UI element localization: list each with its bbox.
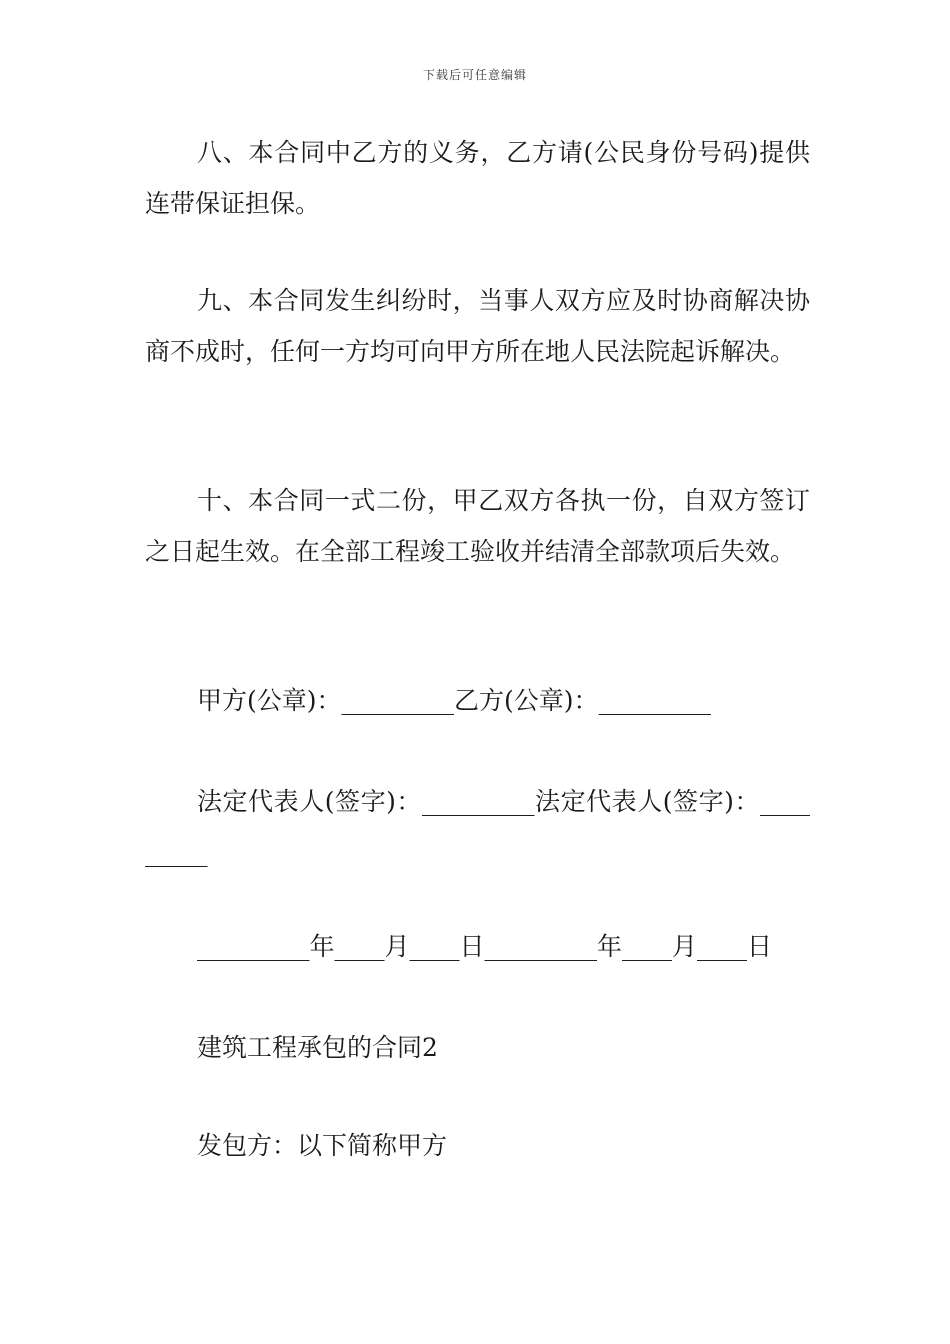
- clause-10: 十、本合同一式二份，甲乙双方各执一份，自双方签订之日起生效。在全部工程竣工验收并结清全部款项后失效。: [145, 486, 810, 566]
- date-line: _________年____月____日_________年____月____日: [197, 932, 773, 961]
- employer-line: 发包方：以下简称甲方: [197, 1131, 448, 1160]
- clause-9: 九、本合同发生纠纷时，当事人双方应及时协商解决协商不成时，任何一方均可向甲方所在地人民法院起诉解决。: [145, 286, 810, 366]
- seal-signature-line: 甲方(公章)：_________乙方(公章)：_________: [197, 686, 712, 715]
- contract-2-title: 建筑工程承包的合同2: [197, 1033, 438, 1062]
- clause-8: 八、本合同中乙方的义务，乙方请(公民身份号码)提供连带保证担保。: [145, 138, 810, 218]
- representative-signature-line: 法定代表人(签字)：_________法定代表人(签字)：_________: [145, 787, 810, 867]
- page-header: 下载后可任意编辑: [422, 68, 527, 82]
